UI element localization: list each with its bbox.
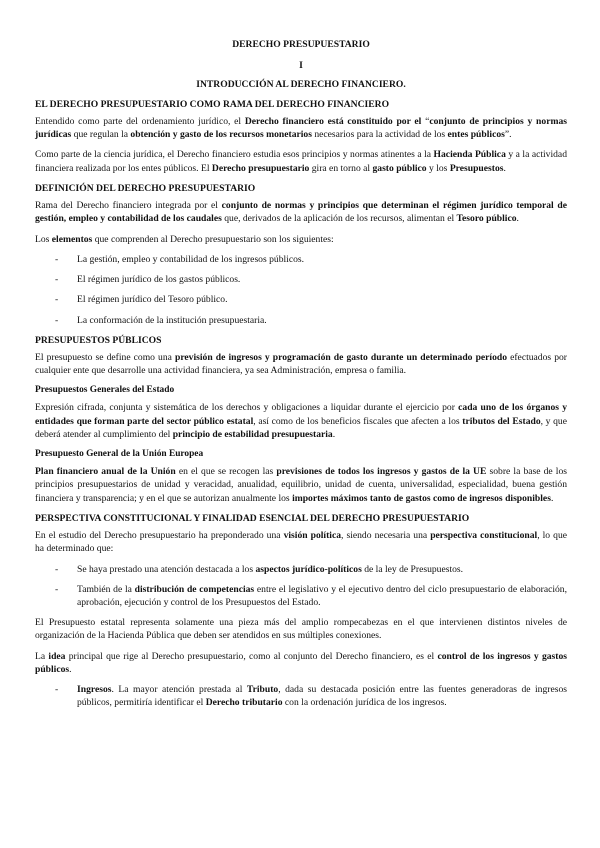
elementos-list (35, 253, 567, 327)
ingresos-list (35, 683, 567, 709)
paragraph-idea-principal: La idea principal que rige al Derecho presupuestario, como al conjunto del Derecho financiero, es el control de los ingresos y gastos públicos. (35, 650, 568, 675)
list-item: - El régimen jurídico del Tesoro público. (35, 293, 567, 306)
section-heading-definicion: DEFINICIÓN DEL DERECHO PRESUPUESTARIO (35, 182, 256, 194)
main-title: DERECHO PRESUPUESTARIO (232, 39, 370, 50)
subsection-heading-pge: Presupuestos Generales del Estado (35, 385, 175, 396)
paragraph-elementos: Los elementos que comprenden al Derecho presupuestario son los siguientes: (35, 233, 334, 245)
paragraph-pge: Expresión cifrada, conjunta y sistemática de los derechos y obligaciones a liquidar durante el ejercicio por cada uno de los órganos y entidades que forman parte del sector público estatal, así como de los beneficios fiscales que afecten a los tributos del Estado, y que deberá atender al cumplimiento del principio de estabilidad presupuestaria. (35, 402, 568, 440)
list-item: - El régimen jurídico de los gastos públicos. (35, 273, 567, 286)
paragraph-presupuesto-definicion: El presupuesto se define como una previsión de ingresos y programación de gasto durante un determinado período efectuados por cualquier ente que desarrolle una actividad financiera, ya sea Administración, empresa o familia. (35, 351, 567, 377)
subsection-heading-ue: Presupuesto General de la Unión Europea (35, 449, 204, 460)
chapter-numeral: I (299, 60, 303, 72)
list-item: - También de la distribución de competencias entre el legislativo y el ejecutivo dentro del ciclo presupuestario de elaboración, aprobación, ejecución y control de los Presupuestos del Estado. (35, 583, 567, 609)
section-heading-rama: EL DERECHO PRESUPUESTARIO COMO RAMA DEL DERECHO FINANCIERO (35, 98, 390, 110)
paragraph-ciencia-juridica: Como parte de la ciencia jurídica, el Derecho financiero estudia esos principios y normas atinentes a la Hacienda Pública y a la actividad financiera realizada por los entes públicos. El Derecho presupuestario gira en torno al gasto público y los Presupuestos. (35, 149, 567, 174)
list-item: - La conformación de la institución presupuestaria. (35, 314, 567, 327)
list-item: - La gestión, empleo y contabilidad de los ingresos públicos. (35, 253, 567, 266)
paragraph-vision-politica: En el estudio del Derecho presupuestario ha preponderado una visión política, siendo necesaria una perspectiva constitucional, lo que ha determinado que: (35, 530, 568, 555)
list-item: - Se haya prestado una atención destacada a los aspectos jurídico-políticos de la ley de Presupuestos. (35, 563, 567, 576)
paragraph-definicion-derecho-financiero: Entendido como parte del ordenamiento jurídico, el Derecho financiero está constituido por el “conjunto de principios y normas jurídicas que regulan la obtención y gasto de los recursos monetarios necesarios para la actividad de los entes públicos”. (35, 115, 567, 141)
paragraph-presupuesto-estatal: El Presupuesto estatal representa solamente una pieza más del amplio rompecabezas en el que intervienen distintos niveles de organización de la Hacienda Pública que deben ser atendidos en sus múltiples conexiones. (35, 617, 567, 642)
paragraph-rama-derecho: Rama del Derecho financiero integrada por el conjunto de normas y principios que determinan el régimen jurídico temporal de gestión, empleo y contabilidad de los caudales que, derivados de la aplicación de los recursos, alimentan el Tesoro público. (35, 200, 568, 225)
section-heading-perspectiva: PERSPECTIVA CONSTITUCIONAL Y FINALIDAD ESENCIAL DEL DERECHO PRESUPUESTARIO (35, 512, 470, 524)
section-heading-presupuestos-publicos: PRESUPUESTOS PÚBLICOS (35, 334, 162, 346)
list-item: - Ingresos. La mayor atención prestada al Tributo, dada su destacada posición entre las fuentes generadoras de ingresos públicos, permitiría identificar el Derecho tributario con la ordenación jurídica de los ingresos. (35, 683, 567, 709)
paragraph-ue: Plan financiero anual de la Unión en el que se recogen las previsiones de todos los ingresos y gastos de la UE sobre la base de los principios presupuestarios de unidad y veracidad, anualidad, equilibrio, unidad de cuenta, universalidad, especialidad, buena gestión financiera y transparencia; y en el que se autorizan anualmente los importes máximos tanto de gastos como de ingresos disponibles. (35, 466, 567, 504)
chapter-title: INTRODUCCIÓN AL DERECHO FINANCIERO. (196, 79, 406, 91)
perspectiva-list (35, 563, 567, 610)
